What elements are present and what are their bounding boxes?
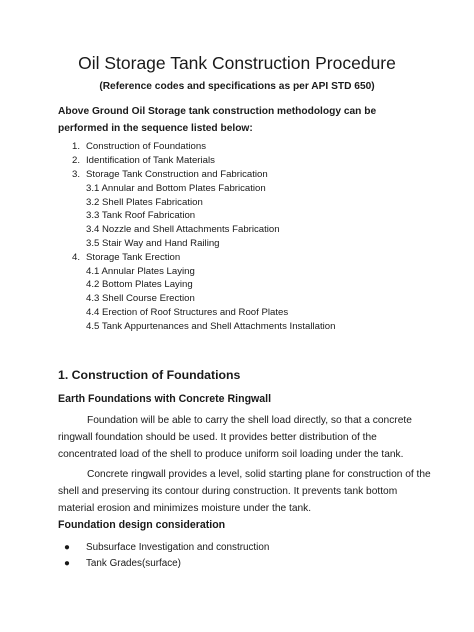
body-paragraph: Foundation will be able to carry the shell load directly, so that a concrete ringwall foundation should be used. It provides better distribution of the concentrated load of the shell to produce uniform soil loading under the tank.: [58, 415, 412, 461]
list-label: 3.4 Nozzle and Shell Attachments Fabrication: [86, 224, 280, 235]
list-label: Storage Tank Erection: [86, 252, 181, 263]
list-label: Construction of Foundations: [86, 141, 206, 152]
intro-paragraph: Above Ground Oil Storage tank construction methodology can be performed in the sequence listed below:: [58, 106, 377, 134]
list-label: 4.2 Bottom Plates Laying: [86, 279, 193, 290]
list-label: 4.4 Erection of Roof Structures and Roof Plates: [86, 307, 289, 318]
list-label: Tank Grades(surface): [86, 558, 181, 569]
subsection-heading: Foundation design consideration: [58, 519, 226, 531]
list-number: 1.: [72, 141, 81, 152]
bullet-icon: ●: [64, 558, 70, 569]
list-label: 4.1 Annular Plates Laying: [86, 266, 195, 277]
body-paragraph: Concrete ringwall provides a level, solid starting plane for construction of the shell and preserving its contour during construction. It prevents tank bottom material erosion and minimizes moisture under the tank.: [58, 469, 431, 515]
list-label: 3.1 Annular and Bottom Plates Fabrication: [86, 183, 266, 194]
list-number: 3.: [72, 169, 81, 180]
list-label: 3.5 Stair Way and Hand Railing: [86, 238, 220, 249]
list-number: 4.: [72, 252, 81, 263]
list-label: Storage Tank Construction and Fabrication: [86, 169, 268, 180]
subsection-heading: Earth Foundations with Concrete Ringwall: [58, 393, 272, 405]
bullet-icon: ●: [64, 542, 70, 553]
list-label: Identification of Tank Materials: [86, 155, 215, 166]
list-label: 4.5 Tank Appurtenances and Shell Attachments Installation: [86, 321, 336, 332]
document-title: Oil Storage Tank Construction Procedure: [78, 53, 396, 73]
list-label: 3.3 Tank Roof Fabrication: [86, 210, 196, 221]
section-heading: 1. Construction of Foundations: [58, 368, 241, 382]
list-label: 3.2 Shell Plates Fabrication: [86, 197, 203, 208]
list-label: 4.3 Shell Course Erection: [86, 293, 195, 304]
list-label: Subsurface Investigation and construction: [86, 542, 270, 553]
list-number: 2.: [72, 155, 81, 166]
document-subtitle: (Reference codes and specifications as per API STD 650): [99, 81, 375, 92]
